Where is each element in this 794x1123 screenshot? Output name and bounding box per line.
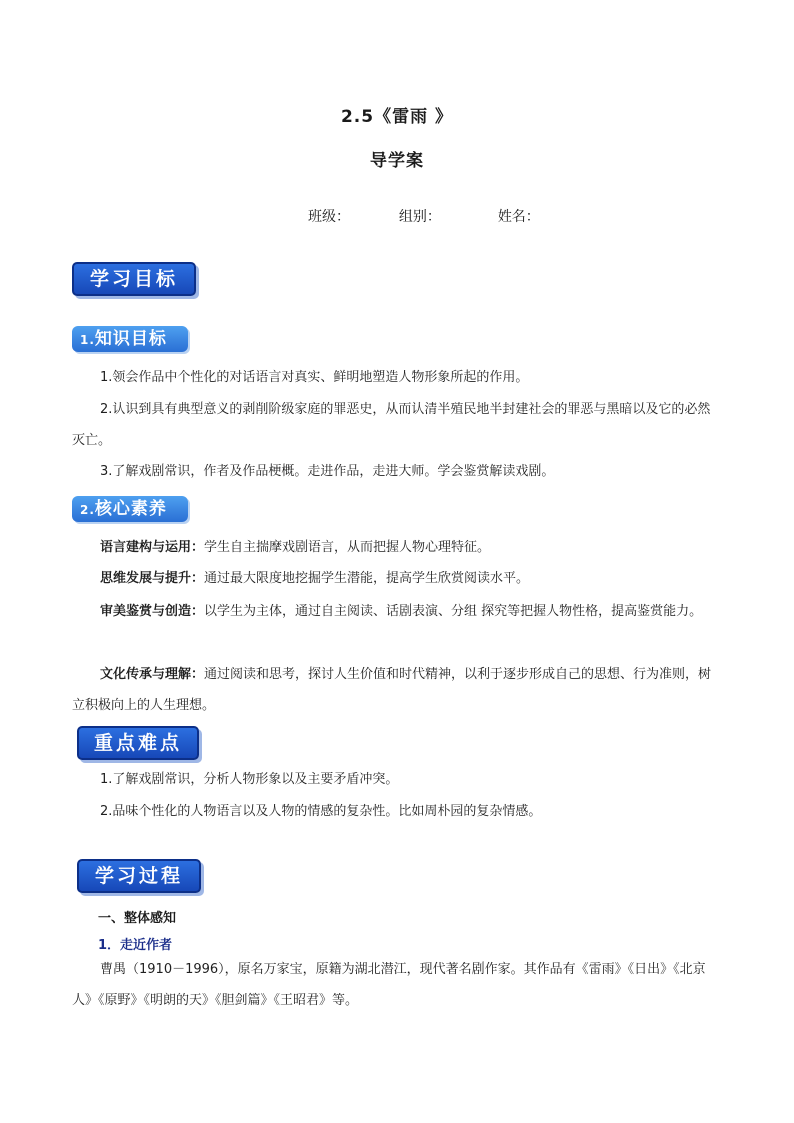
core-item-1-text: 学生自主揣摩戏剧语言，从而把握人物心理特征。: [204, 540, 491, 555]
knowledge-goals-banner: [72, 326, 188, 352]
core-literacy-title: 核心素养: [94, 499, 167, 519]
core-item-3: [72, 596, 722, 627]
core-item-4: [72, 659, 722, 721]
key-item-2: 2.品味个性化的人物语言以及人物的情感的复杂性。比如周朴园的复杂情感。: [100, 804, 542, 819]
core-literacy-num: 2.: [80, 503, 95, 517]
subsection-heading: 1．走近作者: [98, 938, 173, 953]
class-label: 班级：: [308, 209, 350, 225]
core-item-2-text: 通过最大限度地挖掘学生潜能，提高学生欣赏阅读水平。: [204, 571, 530, 586]
class-info-line: [308, 206, 540, 226]
learning-goals-banner: 学习目标: [72, 262, 196, 296]
doc-subtitle: 导学案: [370, 151, 424, 171]
core-item-4-label: 文化传承与理解：: [100, 667, 205, 682]
core-item-2: [72, 563, 722, 594]
core-item-1: [72, 532, 722, 563]
section-heading: 一、整体感知: [98, 911, 177, 926]
group-label: 组别：: [398, 209, 441, 225]
knowledge-item-1: 1.领会作品中个性化的对话语言对真实、鲜明地塑造人物形象所起的作用。: [100, 370, 529, 385]
knowledge-goals-num: 1.: [80, 333, 95, 347]
name-label: 姓名：: [497, 209, 540, 225]
knowledge-item-2: 2.认识到具有典型意义的剥削阶级家庭的罪恶史，从而认清半殖民地半封建社会的罪恶与黑暗以及它的必然灭亡。: [72, 402, 711, 448]
core-item-2-label: 思维发展与提升：: [100, 571, 205, 586]
doc-title: 2.5《雷雨 》: [340, 107, 454, 127]
core-item-3-text: 以学生为主体，通过自主阅读、话剧表演、分组 探究等把握人物性格，提高鉴赏能力。: [204, 604, 703, 619]
core-item-1-label: 语言建构与运用：: [100, 540, 205, 555]
knowledge-item-3: 3.了解戏剧常识，作者及作品梗概。走进作品，走进大师。学会鉴赏解读戏剧。: [100, 464, 555, 479]
core-item-4-text: 通过阅读和思考，探讨人生价值和时代精神，以利于逐步形成自己的思想、行为准则，树立积极向上的人生理想。: [72, 667, 712, 713]
core-literacy-banner: [72, 496, 188, 522]
core-item-3-label: 审美鉴赏与创造：: [100, 604, 205, 619]
key-points-banner: 重点难点: [77, 726, 199, 760]
learning-process-banner: 学习过程: [77, 859, 201, 893]
author-intro: 曹禺（1910－1996），原名万家宝，原籍为湖北潜江，现代著名剧作家。其作品有《雷雨》《日出》《北京人》《原野》《明朗的天》《胆剑篇》《王昭君》等。: [72, 962, 706, 1008]
knowledge-goals-title: 知识目标: [94, 329, 167, 349]
key-item-1: 1.了解戏剧常识，分析人物形象以及主要矛盾冲突。: [100, 772, 399, 787]
